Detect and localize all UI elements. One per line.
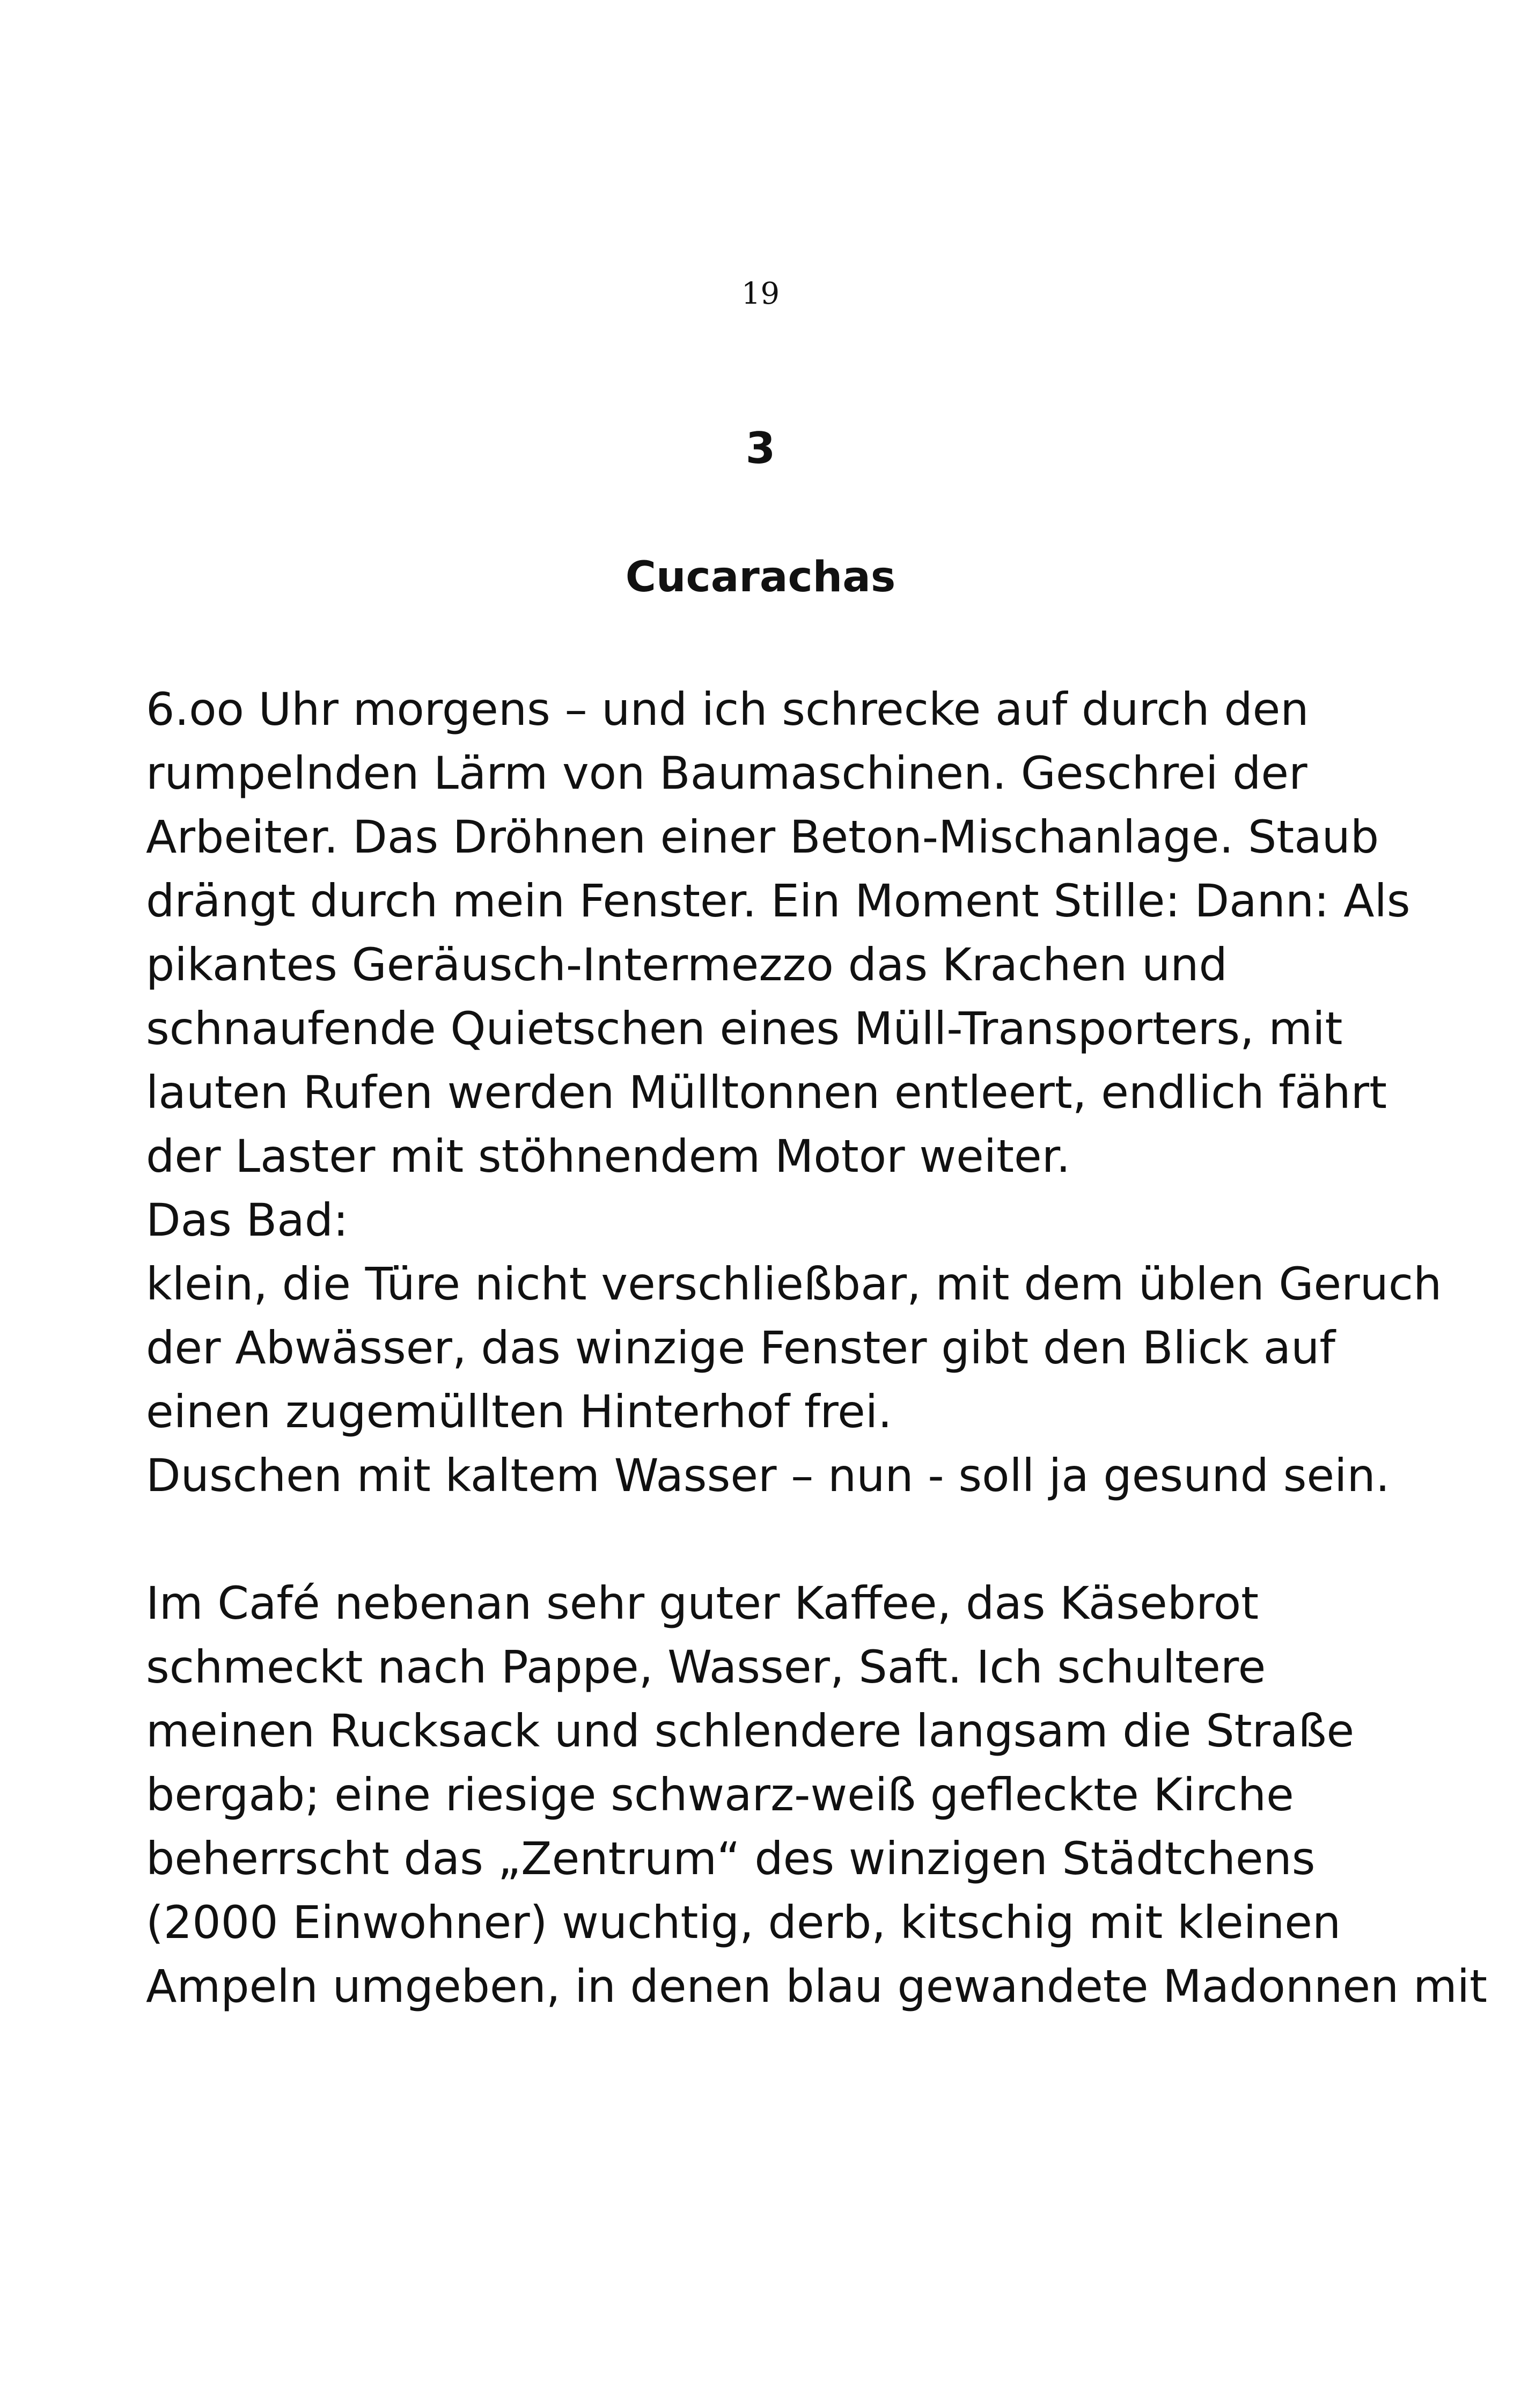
- text-line: Das Bad:: [146, 1194, 349, 1246]
- page-number: 19: [741, 276, 780, 311]
- text-line: klein, die Türe nicht verschließbar, mit dem üblen Geruch: [146, 1258, 1442, 1310]
- paragraph-gap: [146, 1508, 1380, 1572]
- text-line: pikantes Geräusch-Intermezzo das Krachen und: [146, 938, 1228, 991]
- text-line: bergab; eine riesige schwarz-weiß gefleckte Kirche: [146, 1768, 1294, 1821]
- text-line: lauten Rufen werden Mülltonnen entleert, endlich fährt: [146, 1066, 1387, 1119]
- text-line: der Laster mit stöhnendem Motor weiter.: [146, 1130, 1071, 1183]
- text-line: schmeckt nach Pappe, Wasser, Saft. Ich schultere: [146, 1641, 1266, 1693]
- paragraph-1: [146, 678, 1442, 1508]
- text-line: Ampeln umgeben, in denen blau gewandete Madonnen mit: [146, 1960, 1488, 2013]
- chapter-number: 3: [745, 423, 776, 473]
- text-line: Duschen mit kaltem Wasser – nun - soll ja gesund sein.: [146, 1449, 1390, 1502]
- text-line: 6.oo Uhr morgens – und ich schrecke auf durch den: [146, 683, 1309, 736]
- text-line: rumpelnden Lärm von Baumaschinen. Geschrei der: [146, 747, 1307, 799]
- text-line: beherrscht das „Zentrum“ des winzigen Städtchens: [146, 1832, 1316, 1885]
- text-line: der Abwässer, das winzige Fenster gibt den Blick auf: [146, 1322, 1335, 1374]
- text-line: Arbeiter. Das Dröhnen einer Beton-Mischanlage. Staub: [146, 811, 1379, 863]
- text-line: meinen Rucksack und schlendere langsam die Straße: [146, 1705, 1355, 1757]
- text-line: Im Café nebenan sehr guter Kaffee, das Käsebrot: [146, 1577, 1259, 1629]
- text-line: drängt durch mein Fenster. Ein Moment Stille: Dann: Als: [146, 875, 1410, 927]
- body-text: [146, 678, 1488, 2018]
- text-line: (2000 Einwohner) wuchtig, derb, kitschig mit kleinen: [146, 1896, 1341, 1949]
- text-line: einen zugemüllten Hinterhof frei.: [146, 1385, 892, 1438]
- paragraph-2: [146, 1572, 1488, 2018]
- text-line: schnaufende Quietschen eines Müll-Transporters, mit: [146, 1002, 1343, 1055]
- chapter-title: Cucarachas: [625, 553, 896, 601]
